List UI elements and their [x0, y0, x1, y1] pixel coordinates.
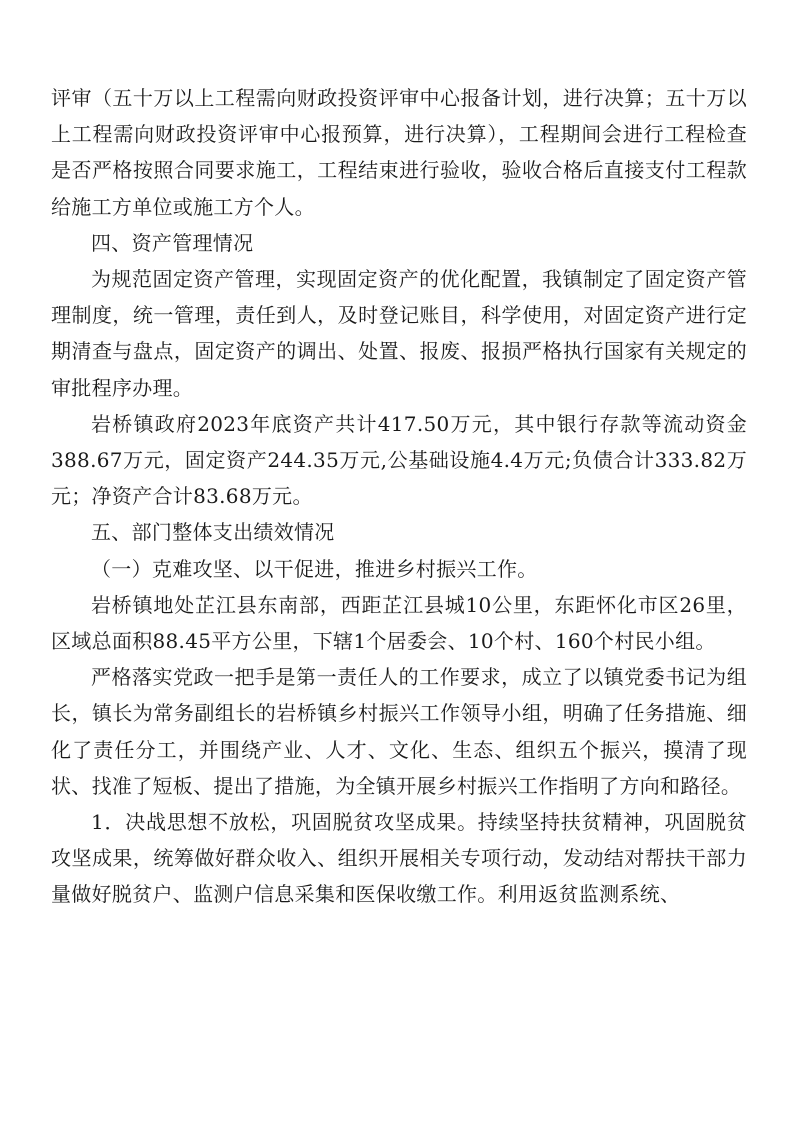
subsection-heading-rural-revitalization: （一）克难攻坚、以干促进，推进乡村振兴工作。: [91, 556, 538, 581]
paragraph-asset-policy: 为规范固定资产管理，实现固定资产的优化配置，我镇制定了固定资产管理制度，统一管理，责任到人，及时登记账目，科学使用，对固定资产进行定期清查与盘点，固定资产的调出、处置、报废、报损严格执行国家有关规定的审批程序办理。: [51, 267, 747, 400]
document-body: [51, 80, 747, 913]
section-heading-performance: 五、部门整体支出绩效情况: [91, 520, 335, 545]
paragraph-project-review: 评审（五十万以上工程需向财政投资评审中心报备计划，进行决算；五十万以上工程需向财政投资评审中心报预算，进行决算），工程期间会进行工程检查是否严格按照合同要求施工，工程结束进行验收，验收合格后直接支付工程款给施工方单位或施工方个人。: [51, 86, 747, 219]
paragraph-asset-figures: 岩桥镇政府2023年底资产共计417.50万元，其中银行存款等流动资金388.67万元，固定资产244.35万元,公基础设施4.4万元;负债合计333.82万元；净资产合计83.68万元。: [51, 411, 747, 509]
paragraph-leadership-group: 严格落实党政一把手是第一责任人的工作要求，成立了以镇党委书记为组长，镇长为常务副组长的岩桥镇乡村振兴工作领导小组，明确了任务措施、细化了责任分工，并围绕产业、人才、文化、生态、组织五个振兴，摸清了现状、找准了短板、提出了措施，为全镇开展乡村振兴工作指明了方向和路径。: [51, 665, 747, 798]
paragraph-town-overview: 岩桥镇地处芷江县东南部，西距芷江县城10公里，东距怀化市区26里，区域总面积88.45平方公里，下辖1个居委会、10个村、160个村民小组。: [51, 592, 747, 654]
section-heading-asset-management: 四、资产管理情况: [91, 230, 254, 255]
paragraph-poverty-consolidation: 1．决战思想不放松，巩固脱贫攻坚成果。持续坚持扶贫精神，巩固脱贫攻坚成果，统筹做好群众收入、组织开展相关专项行动，发动结对帮扶干部力量做好脱贫户、监测户信息采集和医保收缴工作。利用返贫监测系统、: [51, 810, 747, 907]
